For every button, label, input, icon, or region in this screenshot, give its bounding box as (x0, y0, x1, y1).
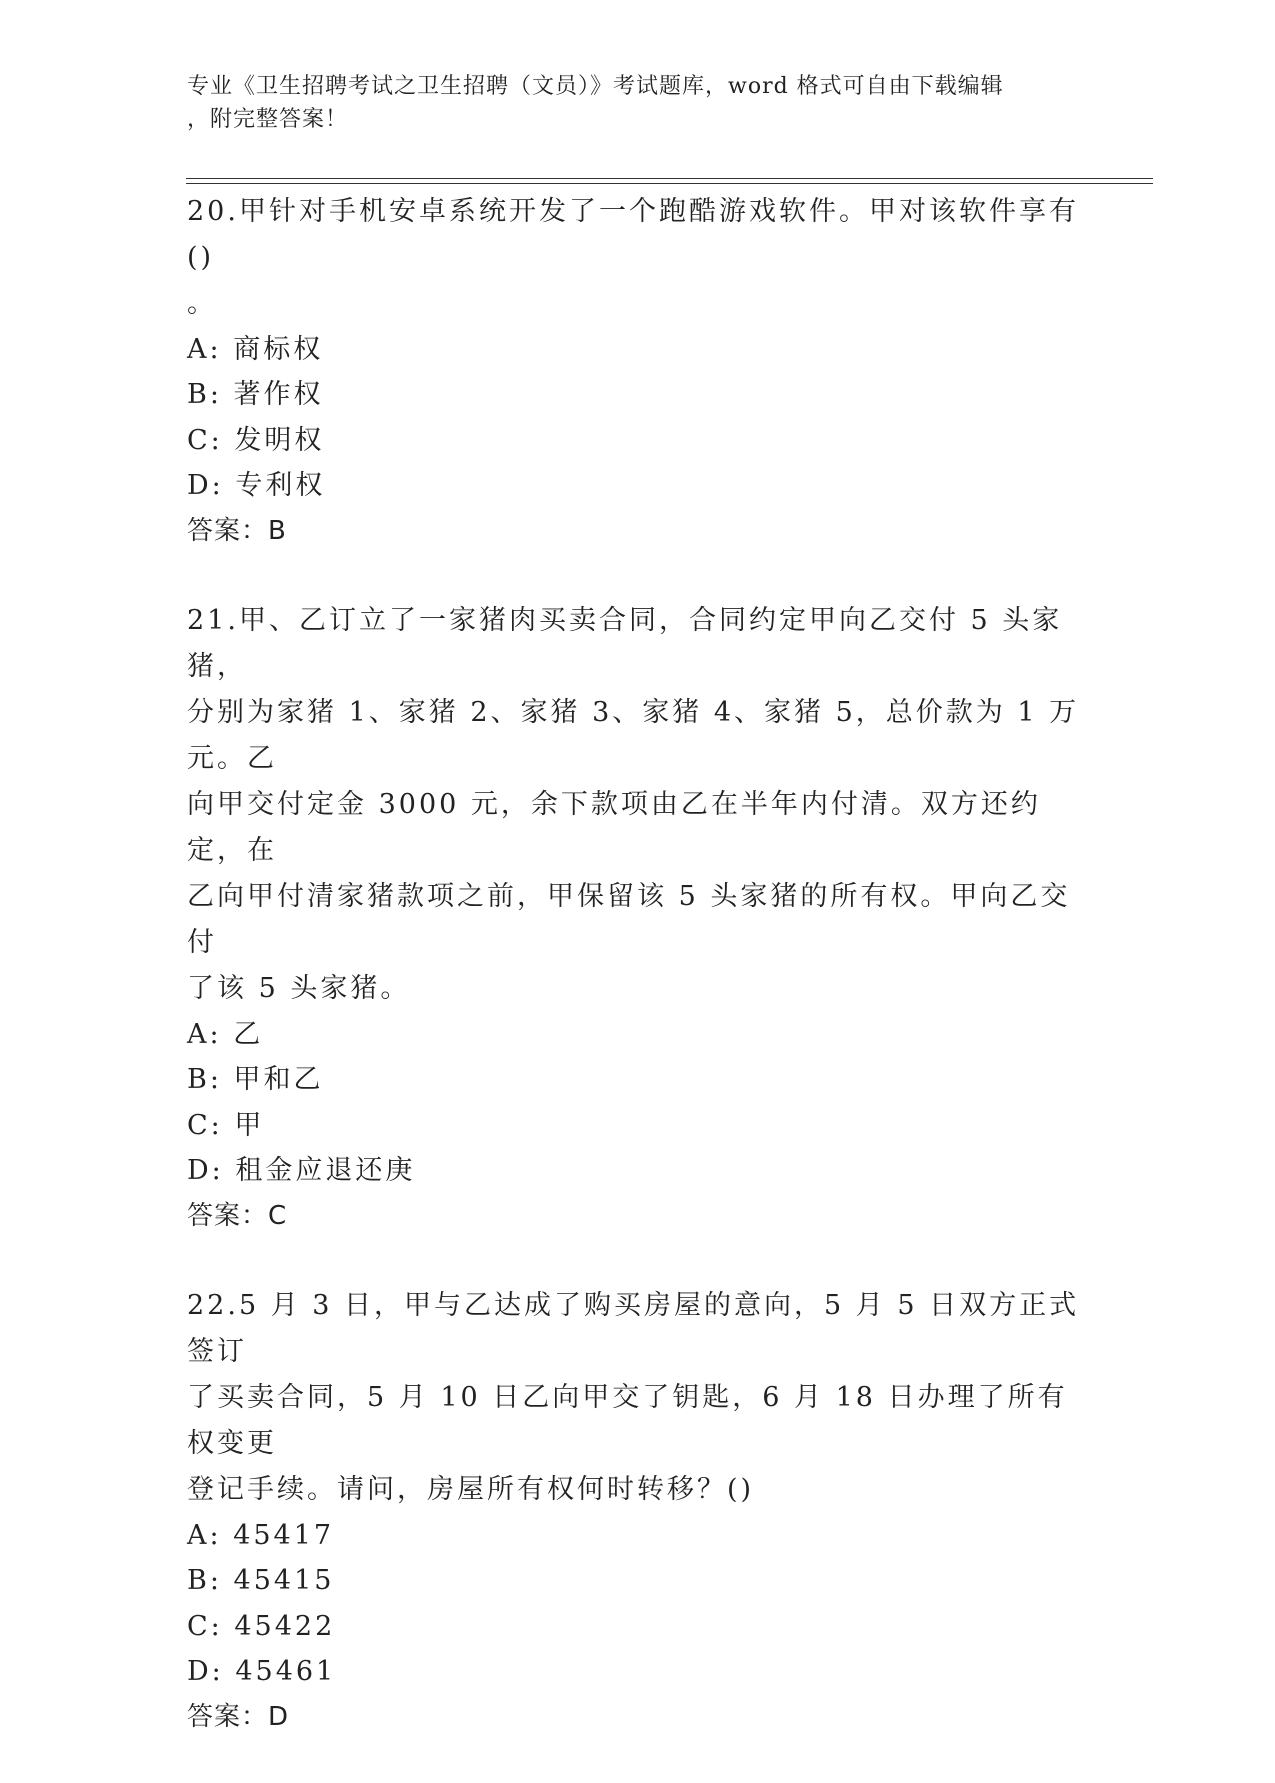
option-text: 专利权 (235, 470, 326, 501)
option-text: 45422 (234, 1610, 336, 1642)
option-text: 著作权 (233, 379, 324, 410)
question-text-line: 了该 5 头家猪。 (187, 973, 411, 1004)
option-row (187, 327, 1087, 373)
option-text: 发明权 (234, 424, 325, 456)
option-label: B: (187, 1064, 222, 1095)
header-line-2: ，附完整答案！ (187, 107, 349, 132)
document-header (187, 70, 1067, 136)
option-row (187, 1558, 1087, 1604)
question-1 (187, 188, 1087, 554)
question-text-line: 登记手续。请问，房屋所有权何时转移？() (187, 1474, 755, 1505)
header-rule-bottom (186, 183, 1153, 184)
option-text: 租金应退还庚 (235, 1155, 416, 1186)
option-text: 45415 (233, 1565, 335, 1596)
question-text-line: 乙向甲付清家猪款项之前，甲保留该 5 头家猪的所有权。甲向乙交付 (187, 881, 1071, 958)
header-line-1: 专业《卫生招聘考试之卫生招聘（文员）》考试题库，word 格式可自由下载编辑 (187, 74, 1004, 99)
question-text-line: 20.甲针对手机安卓系统开发了一个跑酷游戏软件。甲对该软件享有() (187, 196, 1079, 273)
option-text: 甲 (234, 1109, 265, 1141)
option-label: A: (187, 333, 222, 365)
question-text-line: 22.5 月 3 日，甲与乙达成了购买房屋的意向，5 月 5 日双方正式签订 (187, 1290, 1080, 1367)
option-row (187, 463, 1087, 509)
option-label: D: (187, 470, 224, 501)
option-label: C: (187, 1109, 223, 1141)
option-row (187, 1649, 1087, 1695)
option-row (187, 1604, 1087, 1650)
question-text-line: 21.甲、乙订立了一家猪肉买卖合同，合同约定甲向乙交付 5 头家猪， (187, 605, 1063, 682)
option-row (187, 1148, 1087, 1194)
question-3 (187, 1282, 1087, 1740)
option-row (187, 418, 1087, 464)
option-label: B: (187, 1565, 222, 1596)
option-text: 乙 (233, 1018, 264, 1050)
answer-line: 答案：D (187, 1701, 290, 1732)
option-label: D: (187, 1155, 224, 1186)
option-text: 甲和乙 (233, 1064, 324, 1095)
option-label: C: (187, 424, 223, 456)
question-text-line: 分别为家猪 1、家猪 2、家猪 3、家猪 4、家猪 5，总价款为 1 万元。乙 (187, 697, 1080, 774)
answer-line: 答案：B (187, 515, 287, 546)
option-row (187, 372, 1087, 418)
option-text: 45461 (235, 1656, 337, 1687)
question-text-line: 了买卖合同，5 月 10 日乙向甲交了钥匙，6 月 18 日办理了所有权变更 (187, 1382, 1068, 1459)
option-label: A: (187, 1018, 222, 1050)
option-label: D: (187, 1656, 224, 1687)
option-label: C: (187, 1610, 223, 1642)
option-row (187, 1103, 1087, 1149)
option-label: A: (187, 1519, 222, 1551)
option-row (187, 1012, 1087, 1058)
option-text: 商标权 (233, 333, 324, 365)
option-text: 45417 (233, 1519, 335, 1551)
answer-line: 答案：C (187, 1200, 288, 1231)
question-2 (187, 597, 1087, 1239)
question-list (187, 188, 1087, 1783)
header-rule-top (186, 178, 1153, 179)
question-text-line: 向甲交付定金 3000 元，余下款项由乙在半年内付清。双方还约定，在 (187, 789, 1041, 866)
question-text-line: 。 (187, 288, 217, 319)
option-label: B: (187, 379, 222, 410)
option-row (187, 1057, 1087, 1103)
option-row (187, 1513, 1087, 1559)
